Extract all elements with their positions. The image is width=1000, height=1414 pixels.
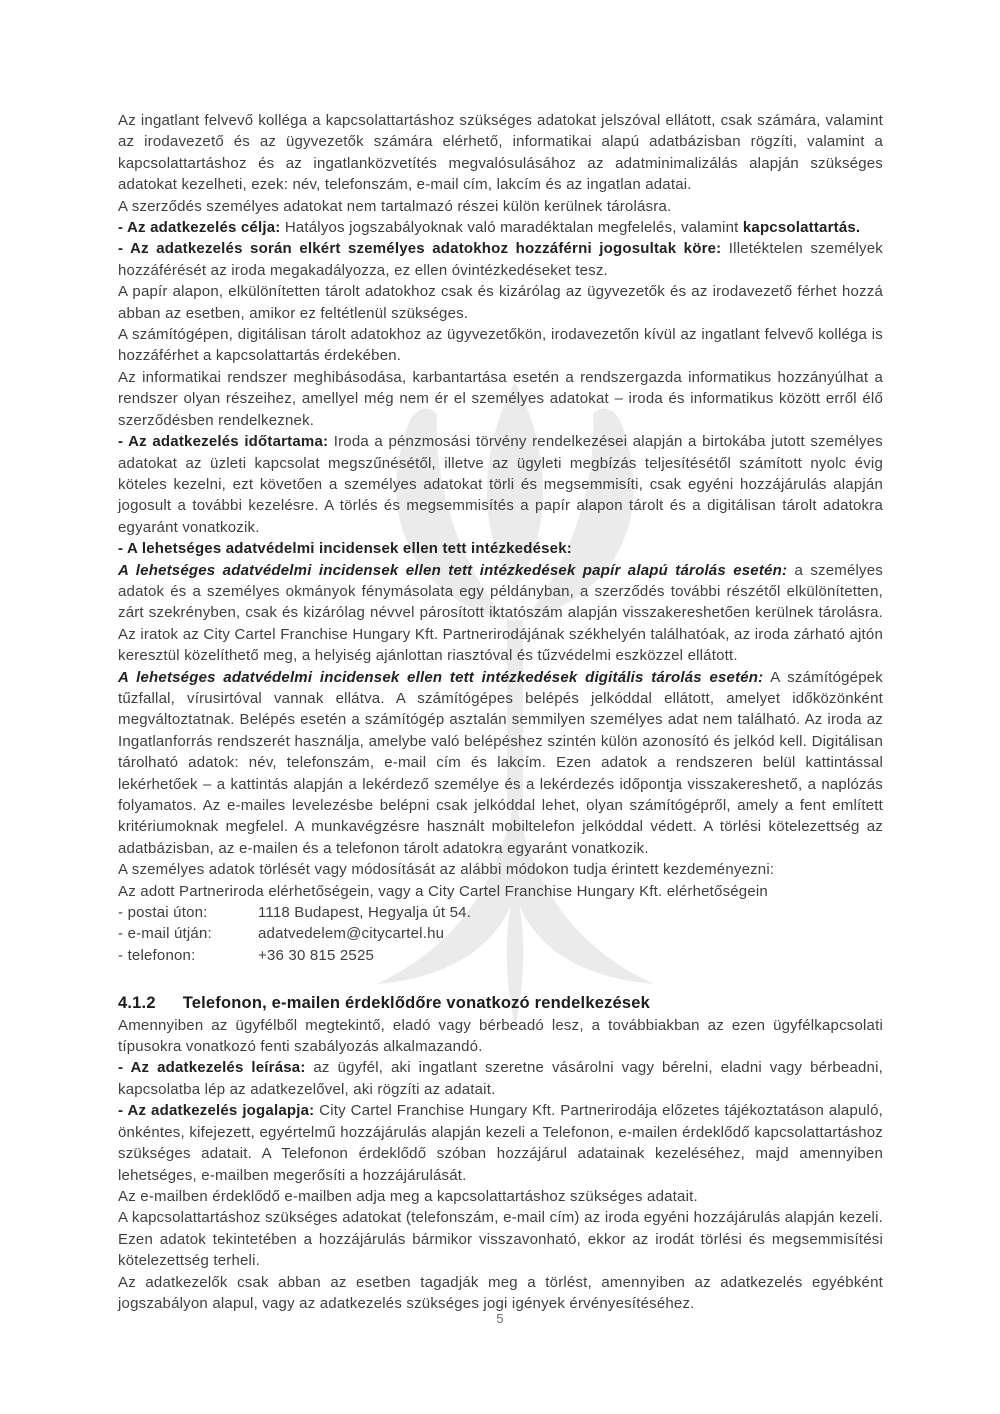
bold-italic-lead: A lehetséges adatvédelmi incidensek ellen tett intézkedések papír alapú tárolás esetén: xyxy=(118,561,788,579)
paragraph xyxy=(118,1100,883,1186)
paragraph: A szerződés személyes adatokat nem tartalmazó részei külön kerülnek tárolásra. xyxy=(118,197,672,215)
paragraph-text: az ügyfél, aki ingatlant szeretne vásárolni vagy bérelni, eladni vagy bérbeadni, kapcsolatba lép az adatkezelővel, aki rögzíti az adatait. xyxy=(118,1059,883,1098)
page-number: 5 xyxy=(496,1311,504,1326)
paragraph: Az adott Partneriroda elérhetőségein, vagy a City Cartel Franchise Hungary Kft. elérhetőségein xyxy=(118,882,768,900)
section-title: Telefonon, e-mailen érdeklődőre vonatkozó rendelkezések xyxy=(182,994,651,1013)
paragraph xyxy=(118,667,883,860)
paragraph-text: Iroda a pénzmosási törvény rendelkezései alapján a birtokába jutott személyes adatokat az üzleti kapcsolat megszűnésétől, illetve az ügyleti megbízás teljesítésétől számított nyolc évig köteles kezelni, ezt követően a személyes adatokat törli és megsemmisíti, csak egyéni hozzájárulás alapján jogosult a további kezelésre. A törlés és megsemmisítés a papír alapon tárolt és a digitálisan tárolt adatokra egyaránt vonatkozik. xyxy=(118,433,883,536)
section-heading xyxy=(118,993,883,1014)
bold-paragraph: - A lehetséges adatvédelmi incidensek ellen tett intézkedések: xyxy=(118,540,572,558)
paragraph: Az e-mailben érdeklődő e-mailben adja meg a kapcsolattartáshoz szükséges adatait. xyxy=(118,1187,698,1205)
paragraph: A kapcsolattartáshoz szükséges adatokat (telefonszám, e-mail cím) az iroda egyéni hozzájárulás alapján kezeli. Ezen adatok tekintetében a hozzájárulás bármikor visszavonható, ekkor az irodát törlési és megsemmisítési kötelezettség terheli. xyxy=(118,1209,883,1270)
contact-value: 1118 Budapest, Hegyalja út 54. xyxy=(258,904,472,922)
contact-label: - telefonon: xyxy=(118,946,196,964)
bold-lead: - Az adatkezelés időtartama: xyxy=(118,433,329,451)
paragraph-text: City Cartel Franchise Hungary Kft. Partnerirodája előzetes tájékoztatáson alapuló, önkéntes, kifejezett, egyértelmű hozzájárulás alapján kezeli a Telefonon, e-mailen érdeklődő kapcsolattartáshoz szükséges adatait. A Telefonon érdeklődő szóban hozzájárul adatainak kezeléséhez, majd amennyiben lehetséges, e-mailben megerősíti a hozzájárulását. xyxy=(118,1102,883,1184)
contact-email-value: adatvedelem@citycartel.hu xyxy=(258,925,445,943)
contact-phone-value: +36 30 815 2525 xyxy=(258,946,375,964)
paragraph-text: Illetéktelen személyek hozzáférését az iroda megakadályozza, ez ellen óvintézkedéseket tesz. xyxy=(118,240,883,279)
paragraph xyxy=(118,238,883,281)
bold-italic-lead: A lehetséges adatvédelmi incidensek ellen tett intézkedések digitális tárolás esetén: xyxy=(118,668,764,686)
section-number: 4.1.2 xyxy=(118,994,156,1013)
bold-text: kapcsolattartás. xyxy=(742,219,861,237)
paragraph-text: A számítógépek tűzfallal, vírusirtóval vannak ellátva. A számítógépes belépés jelkóddal ellátott, amelyet időközönként megváltoztatnak. Belépés esetén a számítógép asztalán semmilyen személyes adat nem található. Az iroda az Ingatlanforrás rendszerét használja, amelybe való belépéshez szintén külön azonosító és jelkód kell. Digitálisan tárolható adatok: név, telefonszám, e-mail cím és lakcím. Ezen adatok a rendszeren belül kattintással lekérhetőek – a kattintás alapján a lekérdező személye és a lekérdezés időpontja visszakereshető, a naplózás folyamatos. Az e-mailes levelezésbe belépni csak jelkóddal lehet, olyan számítógépről, amely a fent említett kritériumoknak megfelel. A munkavégzésre használt mobiltelefon jelkóddal védett. A törlési kötelezettség az adatbázisban, az e-mailen és a telefonon tárolt adatokra egyaránt vonatkozik. xyxy=(118,668,884,857)
paragraph xyxy=(118,1057,883,1100)
contact-row-phone xyxy=(118,945,883,966)
bold-lead: - Az adatkezelés jogalapja: xyxy=(118,1102,315,1120)
contact-row-email xyxy=(118,923,883,944)
paragraph: Az ingatlant felvevő kolléga a kapcsolattartáshoz szükséges adatokat jelszóval ellátott, csak számára, valamint az irodavezető és az ügyvezetők számára elérhető, informatikai alapú adatbázisban rögzíti, valamint a kapcsolattartáshoz és az ingatlanközvetítés megvalósulásához az adatminimalizálás alapján szükséges adatokat kezelheti, ezek: név, telefonszám, e-mail cím, lakcím és az ingatlan adatai. xyxy=(118,112,883,194)
bold-lead: - Az adatkezelés célja: xyxy=(118,219,281,237)
paragraph xyxy=(118,560,883,667)
document-content xyxy=(118,110,883,1314)
paragraph: Az adatkezelők csak abban az esetben tagadják meg a törlést, amennyiben az adatkezelés egyébként jogszabályon alapul, vagy az adatkezelés szükséges jogi igények érvényesítéséhez. xyxy=(118,1273,883,1312)
contact-row-postal xyxy=(118,902,883,923)
contact-label: - e-mail útján: xyxy=(118,925,212,943)
contact-label: - postai úton: xyxy=(118,904,208,922)
bold-lead: - Az adatkezelés során elkért személyes adatokhoz hozzáférni jogosultak köre: xyxy=(118,240,722,258)
paragraph xyxy=(118,431,883,538)
paragraph: Az informatikai rendszer meghibásodása, karbantartása esetén a rendszergazda informatikus hozzányúlhat a rendszer olyan részeihez, amellyel még nem ér el személyes adatokat – iroda és informatikus között erről élő szerződésben rendelkeznek. xyxy=(118,368,883,429)
paragraph: A számítógépen, digitálisan tárolt adatokhoz az ügyvezetőkön, irodavezetőn kívül az ingatlant felvevő kolléga is hozzáférhet a kapcsolattartás érdekében. xyxy=(118,326,883,365)
paragraph-text: Hatályos jogszabályoknak való maradéktalan megfelelés, valamint xyxy=(280,219,743,237)
paragraph: A személyes adatok törlését vagy módosítását az alábbi módokon tudja érintett kezdeményezni: xyxy=(118,861,775,879)
bold-lead: - Az adatkezelés leírása: xyxy=(118,1059,306,1077)
paragraph: A papír alapon, elkülönítetten tárolt adatokhoz csak és kizárólag az ügyvezetők és az irodavezető férhet hozzá abban az esetben, amikor ez feltétlenül szükséges. xyxy=(118,283,883,322)
paragraph: Amennyiben az ügyfélből megtekintő, eladó vagy bérbeadó lesz, a továbbiakban az ezen ügyfélkapcsolati típusokra vonatkozó fenti szabályozás alkalmazandó. xyxy=(118,1016,883,1056)
paragraph-text: a személyes adatok és a személyes okmányok fénymásolata egy példányban, a szerződés további részétől elkülönítetten, zárt szekrényben, csak és kizárólag névvel párosított iktatószám alapján visszakereshetően kerülnek tárolásra. Az iratok az City Cartel Franchise Hungary Kft. Partnerirodájának székhelyén találhatóak, az iroda zárható ajtón keresztül közelíthető meg, a helyiség ajánlottan riasztóval és tűzvédelmi eszközzel ellátott. xyxy=(118,561,883,665)
paragraph xyxy=(118,217,883,238)
